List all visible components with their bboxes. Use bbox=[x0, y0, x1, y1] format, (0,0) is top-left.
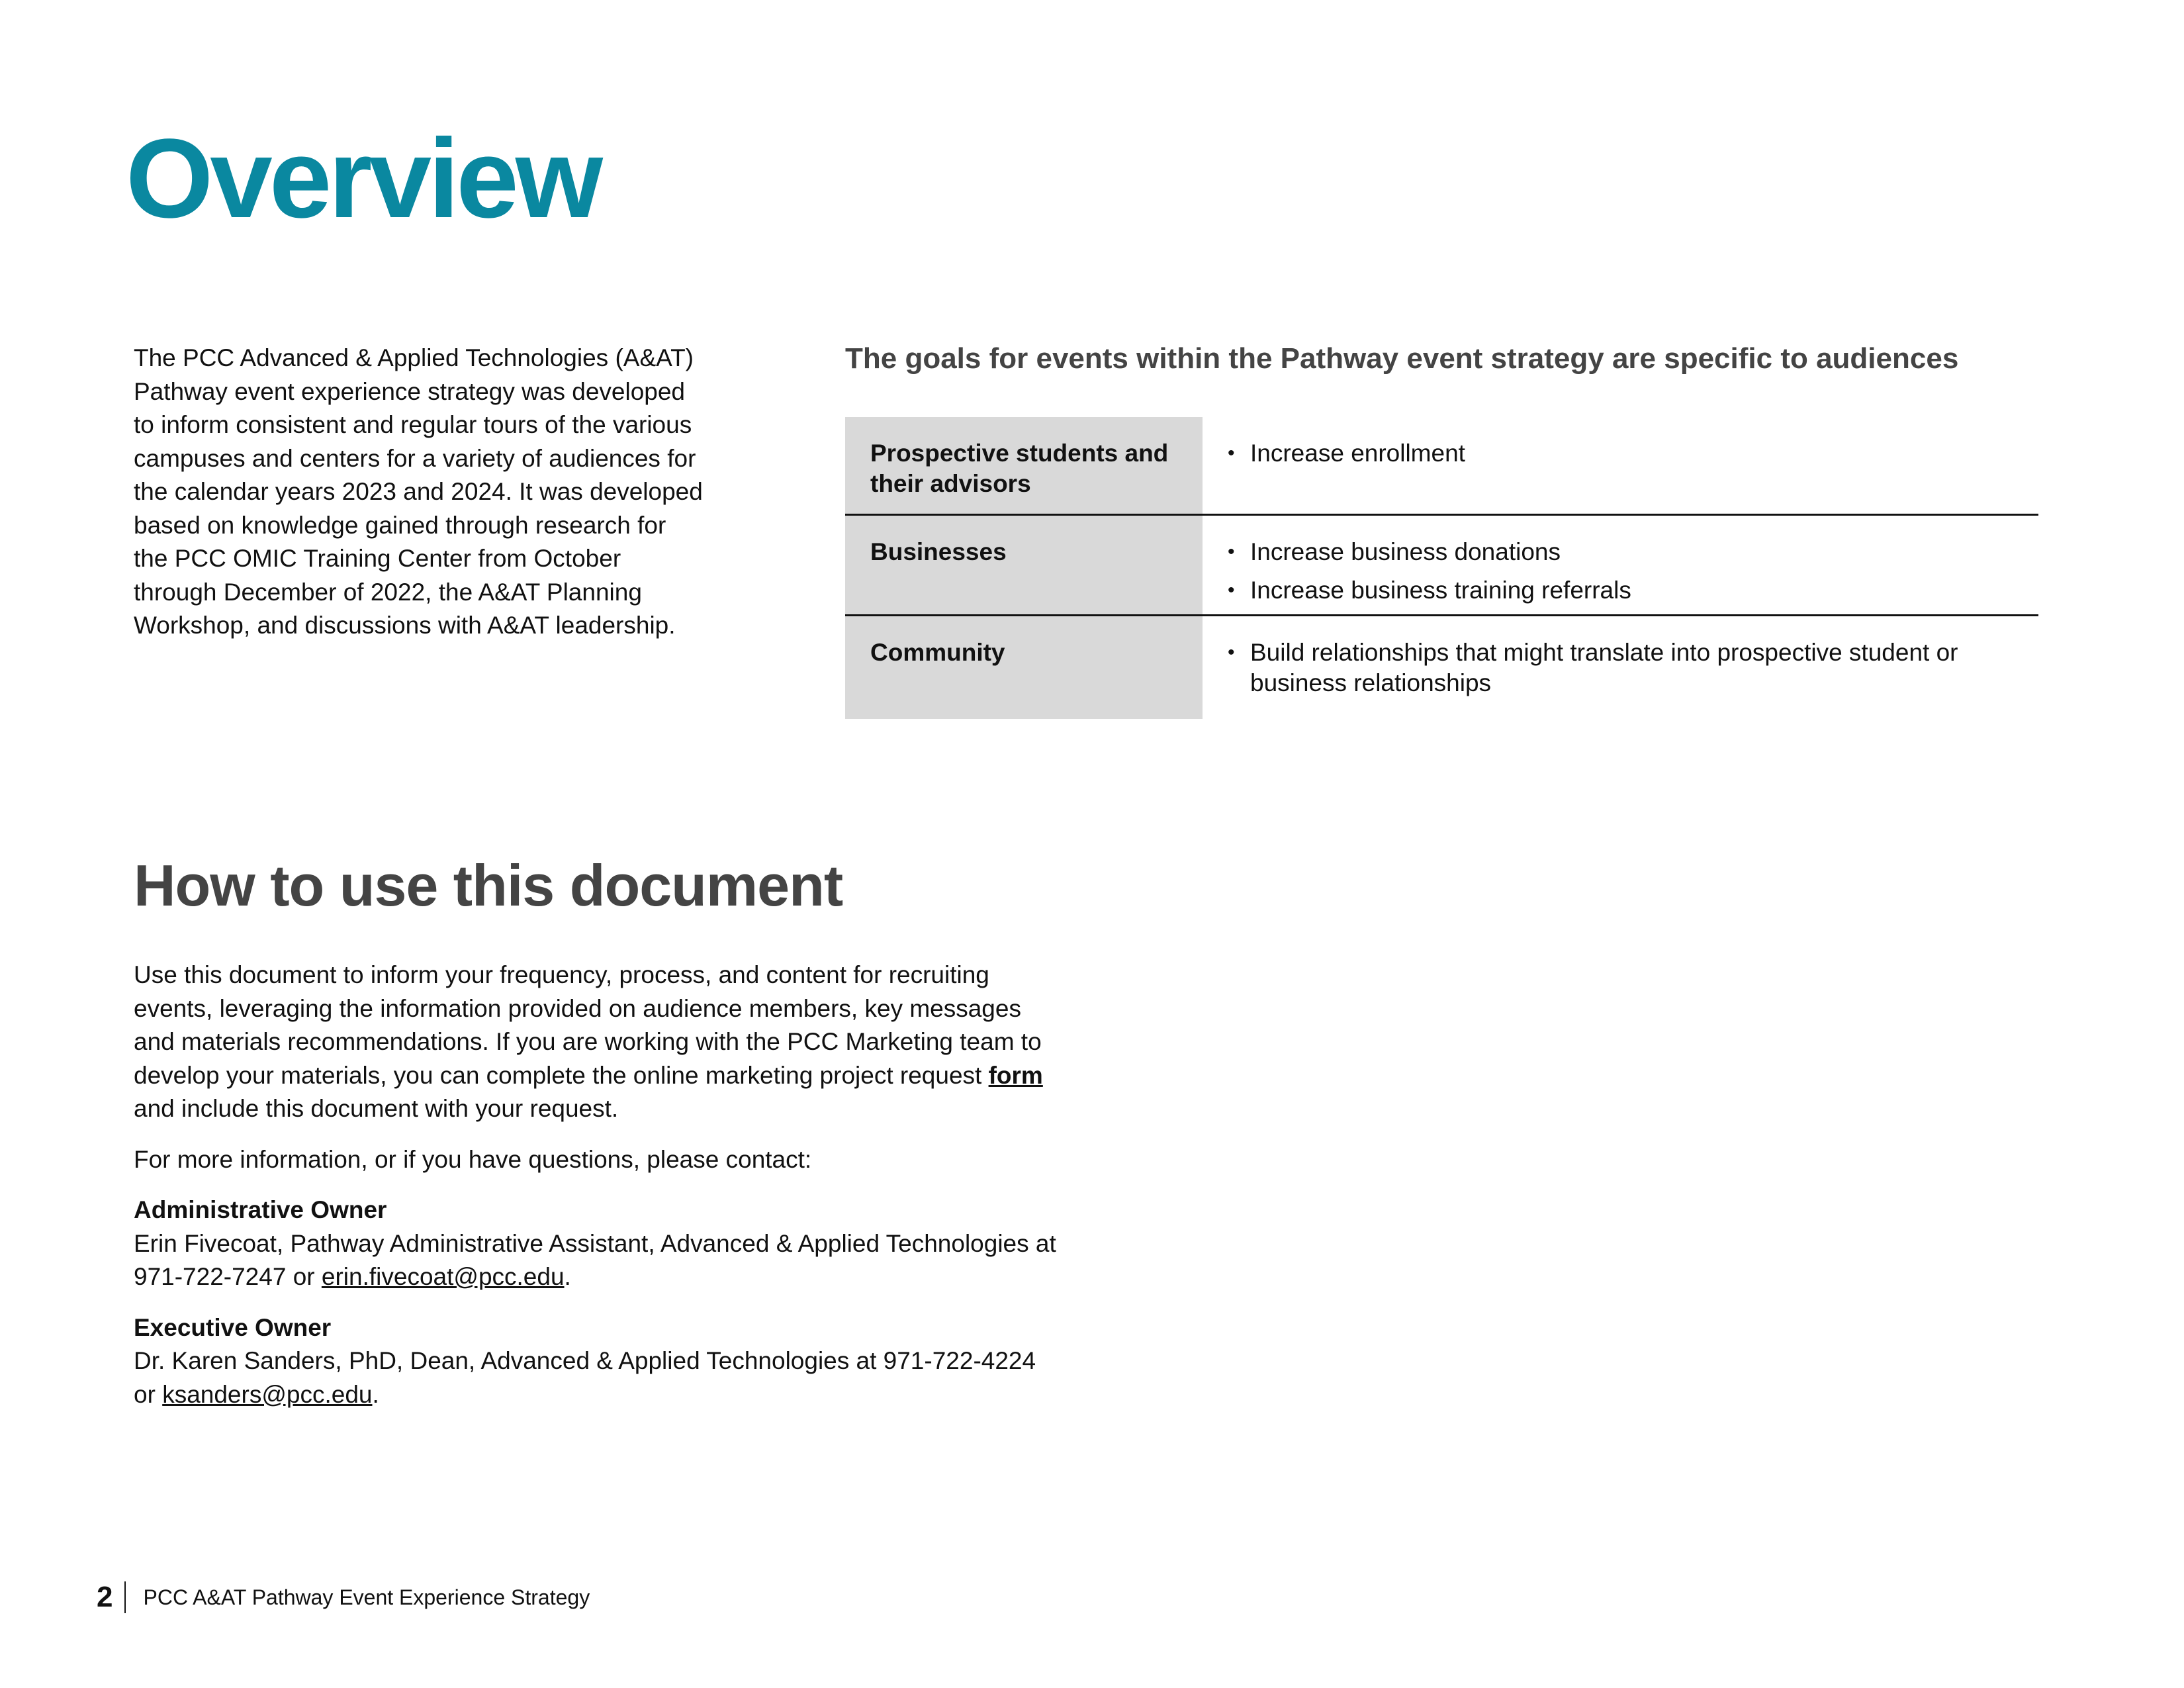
goal-item bbox=[1228, 575, 1999, 606]
audience-goals-table bbox=[845, 417, 2038, 719]
punctuation: . bbox=[372, 1380, 379, 1408]
audience-cell: Businesses bbox=[845, 516, 1203, 614]
admin-owner-details bbox=[134, 1227, 1060, 1294]
usage-section bbox=[134, 959, 1060, 1411]
bullet-icon: • bbox=[1228, 641, 1235, 663]
usage-paragraph bbox=[134, 959, 1060, 1126]
goal-cell bbox=[1203, 616, 2038, 719]
page-title: Overview bbox=[126, 116, 600, 242]
exec-owner-details bbox=[134, 1344, 1060, 1411]
audience-cell: Prospective students and their advisors bbox=[845, 417, 1203, 514]
goal-list bbox=[1228, 438, 1999, 469]
goal-text: Build relationships that might translate into prospective student or business relationships bbox=[1250, 639, 1958, 696]
audience-cell: Community bbox=[845, 616, 1203, 719]
punctuation: . bbox=[564, 1263, 571, 1290]
exec-owner-text: Dr. Karen Sanders, PhD, Dean, Advanced & Applied Technologies at 971-722-4224 or bbox=[134, 1347, 1036, 1408]
footer-doc-title: PCC A&AT Pathway Event Experience Strategy bbox=[143, 1585, 590, 1609]
exec-owner-label: Executive Owner bbox=[134, 1313, 332, 1341]
goal-item bbox=[1228, 438, 1999, 469]
bullet-icon: • bbox=[1228, 579, 1235, 601]
section-heading: How to use this document bbox=[134, 853, 843, 918]
footer-divider bbox=[124, 1581, 126, 1613]
contact-intro: For more information, or if you have questions, please contact: bbox=[134, 1145, 812, 1173]
admin-email-link[interactable]: erin.fivecoat@pcc.edu bbox=[321, 1263, 565, 1290]
goal-text: Increase business training referrals bbox=[1250, 577, 1631, 604]
bullet-icon: • bbox=[1228, 442, 1235, 464]
usage-text: and include this document with your request. bbox=[134, 1095, 619, 1122]
goal-text: Increase enrollment bbox=[1250, 440, 1465, 467]
goals-heading: The goals for events within the Pathway event strategy are specific to audiences bbox=[845, 342, 1959, 375]
goal-cell bbox=[1203, 516, 2038, 614]
intro-paragraph: The PCC Advanced & Applied Technologies (A&AT) Pathway event experience strategy was developed to inform consistent and regular tours of the various campuses and centers for a variety of audiences for the calendar years 2023 and 2024. It was developed based on knowledge gained through research for the PCC OMIC Training Center from October through December of 2022, the A&AT Planning Workshop, and discussions with A&AT leadership. bbox=[134, 344, 703, 639]
goal-cell bbox=[1203, 417, 2038, 514]
page-number: 2 bbox=[97, 1581, 113, 1613]
form-link[interactable]: form bbox=[988, 1061, 1043, 1089]
bullet-icon: • bbox=[1228, 541, 1235, 563]
admin-owner-text: Erin Fivecoat, Pathway Administrative Assistant, Advanced & Applied Technologies at 971-722-7247 or bbox=[134, 1229, 1056, 1290]
goal-item bbox=[1228, 637, 1999, 698]
goal-list bbox=[1228, 537, 1999, 606]
admin-owner-label: Administrative Owner bbox=[134, 1196, 387, 1223]
goal-list bbox=[1228, 637, 1999, 698]
page-footer bbox=[97, 1579, 590, 1616]
goal-item bbox=[1228, 537, 1999, 567]
exec-email-link[interactable]: ksanders@pcc.edu bbox=[162, 1380, 373, 1408]
table-row bbox=[845, 616, 2038, 719]
usage-text: Use this document to inform your frequency, process, and content for recruiting events, leveraging the information provided on audience members, key messages and materials recommendations. If you are working with the PCC Marketing team to develop your materials, you can complete the online marketing project request bbox=[134, 961, 1042, 1089]
table-row bbox=[845, 417, 2038, 516]
goal-text: Increase business donations bbox=[1250, 538, 1561, 565]
table-row bbox=[845, 516, 2038, 616]
